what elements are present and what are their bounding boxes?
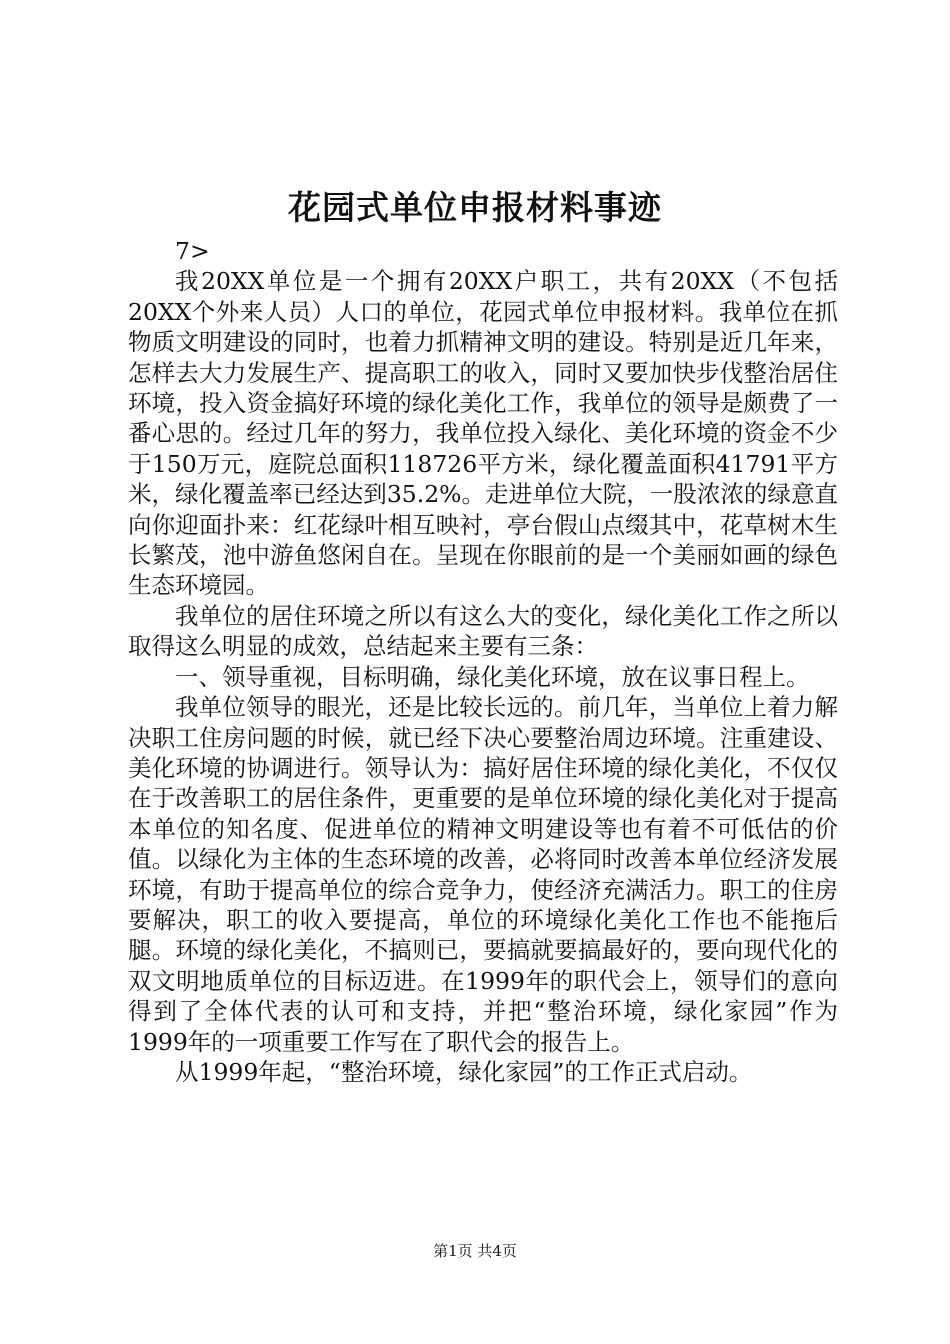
paragraph-leadership: 我单位领导的眼光，还是比较长远的。前几年，当单位上着力解决职工住房问题的时候，就已经下决心要整治周边环境。注重建设、美化环境的协调进行。领导认为：搞好居住环境的绿化美化，不仅仅在于改善职工的居住条件，更重要的是单位环境的绿化美化对于提高本单位的知名度、促进单位的精神文明建设等也有着不可低估的价值。以绿化为主体的生态环境的改善，必将同时改善本单位经济发展环境，有助于提高单位的综合竞争力，使经济充满活力。职工的住房要解决，职工的收入要提高，单位的环境绿化美化工作也不能拖后腿。环境的绿化美化，不搞则已，要搞就要搞最好的，要向现代化的双文明地质单位的目标迈进。在1999年的职代会上，领导们的意向得到了全体代表的认可和支持，并把“整治环境，绿化家园”作为1999年的一项重要工作写在了职代会的报告上。 xyxy=(128,693,838,1056)
section-heading-1: 一、领导重视，目标明确，绿化美化环境，放在议事日程上。 xyxy=(175,662,810,691)
document-title: 花园式单位申报材料事迹 xyxy=(288,188,662,227)
document-body xyxy=(128,236,838,1087)
paragraph-summary: 我单位的居住环境之所以有这么大的变化，绿化美化工作之所以取得这么明显的成效，总结起来主要有三条： xyxy=(128,601,838,661)
paragraph-intro: 我20XX单位是一个拥有20XX户职工，共有20XX（不包括20XX个外来人员）人口的单位，花园式单位申报材料。我单位在抓物质文明建设的同时，也着力抓精神文明的建设。特别是近几年来，怎样去大力发展生产、提高职工的收入，同时又要加快步伐整治居住环境，投入资金搞好环境的绿化美化工作，我单位的领导是颇费了一番心思的。经过几年的努力，我单位投入绿化、美化环境的资金不少于150万元，庭院总面积118726平方米，绿化覆盖面积41791平方米，绿化覆盖率已经达到35.2%。走进单位大院，一股浓浓的绿意直向你迎面扑来：红花绿叶相互映衬，亭台假山点缀其中，花草树木生长繁茂，池中游鱼悠闲自在。呈现在你眼前的是一个美丽如画的绿色生态环境园。 xyxy=(128,267,838,600)
page-footer: 第1页 共4页 xyxy=(433,1242,517,1260)
paragraph-marker: 7> xyxy=(175,237,210,265)
paragraph-launch: 从1999年起，“整治环境，绿化家园”的工作正式启动。 xyxy=(175,1057,753,1086)
